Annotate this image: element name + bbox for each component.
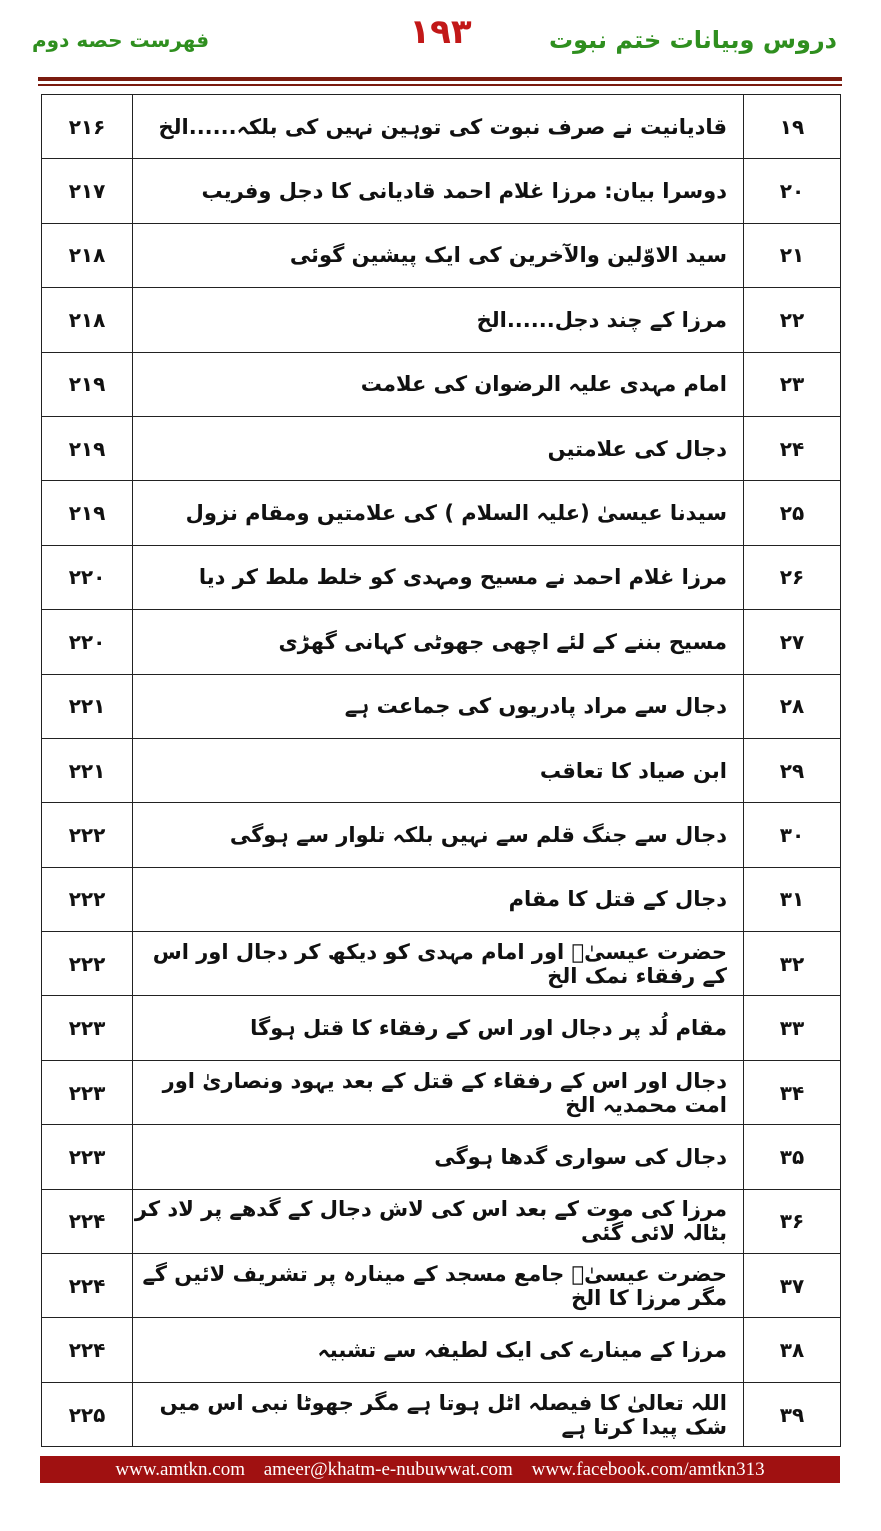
entry-title: حضرت عیسیٰؑ جامع مسجد کے مینارہ پر تشریف لائیں گے مگر مرزا کا الخ — [133, 1254, 744, 1318]
entry-title: سید الاوّلین والآخرین کی ایک پیشین گوئی — [133, 223, 744, 287]
entry-number: ۲۰ — [744, 159, 841, 223]
entry-number: ۲۹ — [744, 738, 841, 802]
table-row — [42, 867, 841, 931]
entry-title: مقام لُد پر دجال اور اس کے رفقاء کا قتل ہوگا — [133, 996, 744, 1060]
page-header — [0, 0, 881, 78]
table-row — [42, 803, 841, 867]
entry-title: دجال سے جنگ قلم سے نہیں بلکہ تلوار سے ہوگی — [133, 803, 744, 867]
entry-number: ۲۶ — [744, 545, 841, 609]
entry-number: ۲۷ — [744, 610, 841, 674]
entry-title: مرزا کی موت کے بعد اس کی لاش دجال کے گدھے پر لاد کر بٹالہ لائی گئی — [133, 1189, 744, 1253]
table-row — [42, 1189, 841, 1253]
page-ref: ۲۲۳ — [42, 996, 133, 1060]
page-ref: ۲۲۲ — [42, 867, 133, 931]
header-rule-thin — [38, 84, 842, 86]
table-row — [42, 159, 841, 223]
page-ref: ۲۲۳ — [42, 1125, 133, 1189]
entry-title: دجال اور اس کے رفقاء کے قتل کے بعد یہود ونصاریٰ اور امت محمدیہ الخ — [133, 1060, 744, 1124]
page-ref: ۲۲۰ — [42, 545, 133, 609]
entry-number: ۲۲ — [744, 288, 841, 352]
table-row — [42, 1125, 841, 1189]
footer-bar — [40, 1456, 840, 1483]
section-title: فهرست حصه دوم — [32, 28, 210, 52]
entry-title: سیدنا عیسیٰ (علیہ السلام ) کی علامتیں ومقام نزول — [133, 481, 744, 545]
page-ref: ۲۱۸ — [42, 223, 133, 287]
page-ref: ۲۱۸ — [42, 288, 133, 352]
table-row — [42, 996, 841, 1060]
table-row — [42, 738, 841, 802]
entry-number: ۳۲ — [744, 932, 841, 996]
page-ref: ۲۲۱ — [42, 674, 133, 738]
entry-number: ۳۱ — [744, 867, 841, 931]
entry-title: اللہ تعالیٰ کا فیصلہ اٹل ہوتا ہے مگر جھوٹا نبی اس میں شک پیدا کرتا ہے — [133, 1382, 744, 1446]
footer-facebook[interactable]: www.facebook.com/amtkn313 — [531, 1459, 765, 1480]
entry-title: مرزا غلام احمد نے مسیح ومہدی کو خلط ملط کر دیا — [133, 545, 744, 609]
table-row — [42, 481, 841, 545]
table-row — [42, 288, 841, 352]
entry-title: دجال سے مراد پادریوں کی جماعت ہے — [133, 674, 744, 738]
header-rule — [38, 77, 842, 81]
entry-number: ۲۱ — [744, 223, 841, 287]
page-ref: ۲۱۷ — [42, 159, 133, 223]
entry-number: ۳۶ — [744, 1189, 841, 1253]
entry-title: دجال کی سواری گدھا ہوگی — [133, 1125, 744, 1189]
entry-number: ۲۸ — [744, 674, 841, 738]
entry-number: ۲۳ — [744, 352, 841, 416]
page-ref: ۲۲۲ — [42, 932, 133, 996]
page-ref: ۲۲۰ — [42, 610, 133, 674]
table-row — [42, 674, 841, 738]
page-number: ۱۹۳ — [409, 12, 472, 52]
entry-title: ابن صیاد کا تعاقب — [133, 738, 744, 802]
table-row — [42, 1318, 841, 1382]
entry-title: دجال کی علامتیں — [133, 416, 744, 480]
book-title: دروس وبیانات ختم نبوت — [549, 26, 837, 54]
entry-number: ۲۴ — [744, 416, 841, 480]
table-row — [42, 545, 841, 609]
page-ref: ۲۲۴ — [42, 1318, 133, 1382]
entry-number: ۱۹ — [744, 95, 841, 159]
entry-title: مرزا کے مینارے کی ایک لطیفہ سے تشبیہ — [133, 1318, 744, 1382]
page-ref: ۲۲۳ — [42, 1060, 133, 1124]
table-row — [42, 1060, 841, 1124]
page-ref: ۲۲۵ — [42, 1382, 133, 1446]
entry-number: ۳۴ — [744, 1060, 841, 1124]
entry-number: ۳۰ — [744, 803, 841, 867]
footer-website[interactable]: www.amtkn.com — [115, 1459, 245, 1480]
page-ref: ۲۱۹ — [42, 481, 133, 545]
entry-number: ۲۵ — [744, 481, 841, 545]
entry-number: ۳۹ — [744, 1382, 841, 1446]
entry-number: ۳۳ — [744, 996, 841, 1060]
page-ref: ۲۱۹ — [42, 416, 133, 480]
table-row — [42, 1382, 841, 1446]
entry-title: دجال کے قتل کا مقام — [133, 867, 744, 931]
page-ref: ۲۱۶ — [42, 95, 133, 159]
page-ref: ۲۲۲ — [42, 803, 133, 867]
entry-title: امام مہدی علیہ الرضوان کی علامت — [133, 352, 744, 416]
table-row — [42, 352, 841, 416]
page-ref: ۲۱۹ — [42, 352, 133, 416]
entry-number: ۳۸ — [744, 1318, 841, 1382]
entry-number: ۳۷ — [744, 1254, 841, 1318]
table-row — [42, 223, 841, 287]
entry-number: ۳۵ — [744, 1125, 841, 1189]
table-row — [42, 416, 841, 480]
entry-title: دوسرا بیان: مرزا غلام احمد قادیانی کا دجل وفریب — [133, 159, 744, 223]
page-ref: ۲۲۴ — [42, 1189, 133, 1253]
contents-table — [41, 94, 841, 1447]
footer-email[interactable]: ameer@khatm-e-nubuwwat.com — [263, 1459, 513, 1480]
table-row — [42, 1254, 841, 1318]
table-row — [42, 610, 841, 674]
entry-title: حضرت عیسیٰؑ اور امام مہدی کو دیکھ کر دجال اور اس کے رفقاء نمک الخ — [133, 932, 744, 996]
table-row — [42, 932, 841, 996]
page-ref: ۲۲۱ — [42, 738, 133, 802]
entry-title: مسیح بننے کے لئے اچھی جھوٹی کہانی گھڑی — [133, 610, 744, 674]
entry-title: مرزا کے چند دجل......الخ — [133, 288, 744, 352]
page-ref: ۲۲۴ — [42, 1254, 133, 1318]
entry-title: قادیانیت نے صرف نبوت کی توہین نہیں کی بلکہ......الخ — [133, 95, 744, 159]
table-row — [42, 95, 841, 159]
